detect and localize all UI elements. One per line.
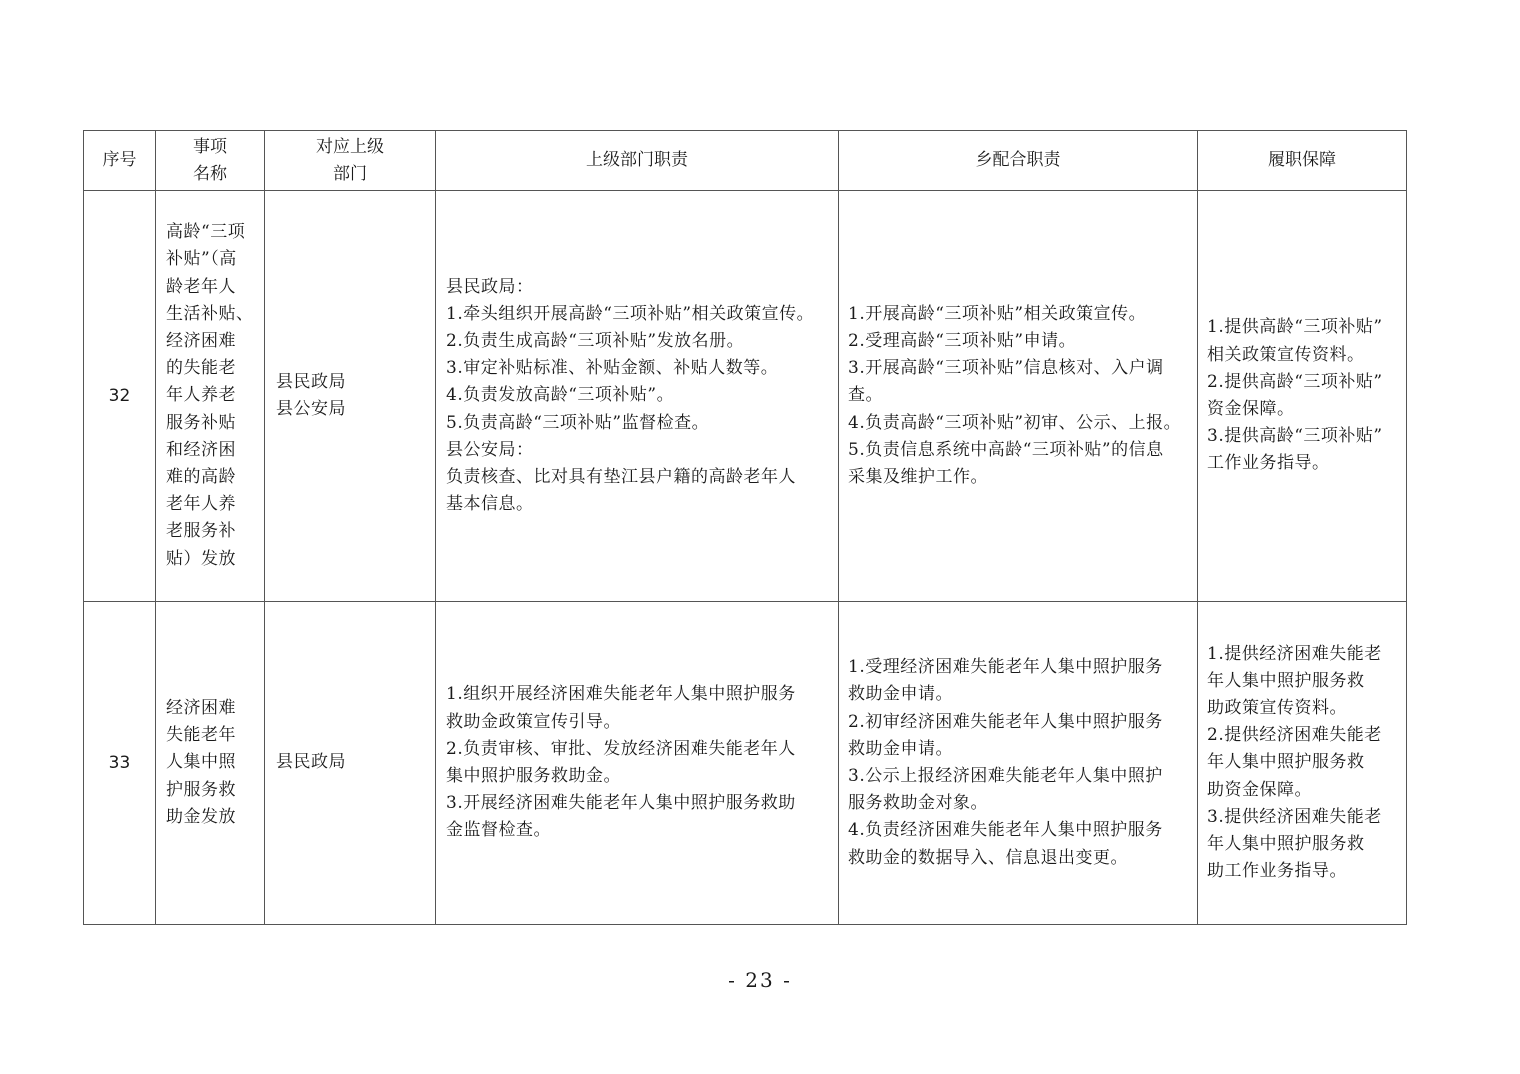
town-duty-cell xyxy=(839,602,1198,925)
duty-table xyxy=(83,130,1407,925)
text-line: 的失能老 xyxy=(166,358,236,379)
table-row xyxy=(84,191,1407,602)
text-line: 4.负责经济困难失能老年人集中照护服务 xyxy=(848,820,1163,841)
text-line: 3.开展经济困难失能老年人集中照护服务救助 xyxy=(446,793,796,814)
text-line: 失能老年 xyxy=(166,725,236,746)
text-line: 1.受理经济困难失能老年人集中照护服务 xyxy=(848,657,1163,678)
text-line: 资金保障。 xyxy=(1207,399,1295,419)
text-line: 和经济困 xyxy=(166,439,236,460)
text-line: 救助金政策宣传引导。 xyxy=(446,711,621,732)
guarantee-cell xyxy=(1198,191,1407,602)
text-line: 1.开展高龄“三项补贴”相关政策宣传。 xyxy=(848,303,1147,324)
text-line: 助金发放 xyxy=(166,806,236,827)
text-line: 县公安局 xyxy=(276,399,346,419)
text-line: 1.牵头组织开展高龄“三项补贴”相关政策宣传。 xyxy=(446,303,815,324)
text-line: 救助金申请。 xyxy=(848,684,953,705)
text-line: 助政策宣传资料。 xyxy=(1207,697,1347,718)
text-line: 3.提供高龄“三项补贴” xyxy=(1207,426,1383,447)
text-line: 年人集中照护服务救 xyxy=(1207,670,1365,691)
text-line: 3.开展高龄“三项补贴”信息核对、入户调 xyxy=(848,358,1164,379)
text-line: 补贴”（高 xyxy=(166,249,237,270)
text-line: 金监督检查。 xyxy=(446,820,551,841)
text-line: 3.提供经济困难失能老 xyxy=(1207,806,1382,827)
text-line: 1.提供经济困难失能老 xyxy=(1207,643,1382,664)
header-department-line2: 部门 xyxy=(333,163,367,184)
text-line: 3.公示上报经济困难失能老年人集中照护 xyxy=(848,766,1163,786)
upper-duty-cell xyxy=(436,602,839,925)
upper-duty-cell xyxy=(436,191,839,602)
text-line: 集中照护服务救助金。 xyxy=(446,766,621,786)
item-name-cell xyxy=(156,602,265,925)
text-line: 救助金的数据导入、信息退出变更。 xyxy=(848,847,1128,868)
guarantee-cell xyxy=(1198,602,1407,925)
text-line: 年人集中照护服务救 xyxy=(1207,834,1365,854)
header-item-name xyxy=(156,131,265,191)
text-line: 助工作业务指导。 xyxy=(1207,861,1347,882)
page-number: - 23 - xyxy=(728,968,792,992)
text-line: 2.负责生成高龄“三项补贴”发放名册。 xyxy=(446,330,745,351)
text-line: 1.提供高龄“三项补贴” xyxy=(1207,317,1383,338)
header-town-duty: 乡配合职责 xyxy=(839,131,1198,191)
text-line: 2.负责审核、审批、发放经济困难失能老年人 xyxy=(446,738,796,759)
text-line: 经济困难 xyxy=(166,330,236,351)
department-cell xyxy=(265,602,436,925)
text-line: 助资金保障。 xyxy=(1207,779,1312,800)
town-duty-cell xyxy=(839,191,1198,602)
text-line: 2.提供经济困难失能老 xyxy=(1207,725,1382,746)
text-line: 查。 xyxy=(848,385,883,406)
text-line: 3.审定补贴标准、补贴金额、补贴人数等。 xyxy=(446,358,779,379)
text-line: 服务补贴 xyxy=(166,412,236,433)
text-line: 救助金申请。 xyxy=(848,738,953,759)
text-line: 采集及维护工作。 xyxy=(848,467,988,487)
item-name-cell xyxy=(156,191,265,602)
text-line: 5.负责高龄“三项补贴”监督检查。 xyxy=(446,412,710,433)
text-line: 工作业务指导。 xyxy=(1207,453,1330,474)
header-upper-duty: 上级部门职责 xyxy=(436,131,839,191)
text-line: 老年人养 xyxy=(166,494,236,515)
header-item-name-line1: 事项 xyxy=(193,136,227,157)
text-line: 人集中照 xyxy=(166,752,236,773)
row-number: 33 xyxy=(84,602,156,925)
text-line: 贴）发放 xyxy=(166,548,236,569)
header-department xyxy=(265,131,436,191)
header-no: 序号 xyxy=(84,131,156,191)
text-line: 龄老年人 xyxy=(166,276,236,297)
text-line: 2.受理高龄“三项补贴”申请。 xyxy=(848,330,1077,351)
text-line: 县民政局 xyxy=(276,752,346,773)
text-line: 难的高龄 xyxy=(166,467,236,487)
text-line: 县民政局 xyxy=(276,371,346,392)
text-line: 2.提供高龄“三项补贴” xyxy=(1207,371,1383,392)
text-line: 2.初审经济困难失能老年人集中照护服务 xyxy=(848,711,1163,732)
text-line: 4.负责高龄“三项补贴”初审、公示、上报。 xyxy=(848,412,1182,433)
text-line: 负责核查、比对具有垫江县户籍的高龄老年人 xyxy=(446,467,796,487)
text-line: 年人集中照护服务救 xyxy=(1207,752,1365,773)
text-line: 1.组织开展经济困难失能老年人集中照护服务 xyxy=(446,684,796,705)
text-line: 经济困难 xyxy=(166,697,236,718)
text-line: 5.负责信息系统中高龄“三项补贴”的信息 xyxy=(848,439,1164,460)
text-line: 基本信息。 xyxy=(446,494,534,515)
text-line: 年人养老 xyxy=(166,385,236,406)
table-row xyxy=(84,602,1407,925)
text-line: 4.负责发放高龄“三项补贴”。 xyxy=(446,385,675,406)
header-row xyxy=(84,131,1407,191)
header-guarantee: 履职保障 xyxy=(1198,131,1407,191)
text-line: 老服务补 xyxy=(166,521,236,542)
text-line: 高龄“三项 xyxy=(166,222,246,243)
department-cell xyxy=(265,191,436,602)
text-line: 服务救助金对象。 xyxy=(848,793,988,814)
text-line: 护服务救 xyxy=(166,779,236,800)
text-line: 生活补贴、 xyxy=(166,303,254,324)
header-department-line1: 对应上级 xyxy=(316,136,384,157)
row-number: 32 xyxy=(84,191,156,602)
text-line: 县民政局： xyxy=(446,276,534,297)
header-item-name-line2: 名称 xyxy=(193,163,227,184)
text-line: 相关政策宣传资料。 xyxy=(1207,344,1365,365)
text-line: 县公安局： xyxy=(446,439,534,460)
